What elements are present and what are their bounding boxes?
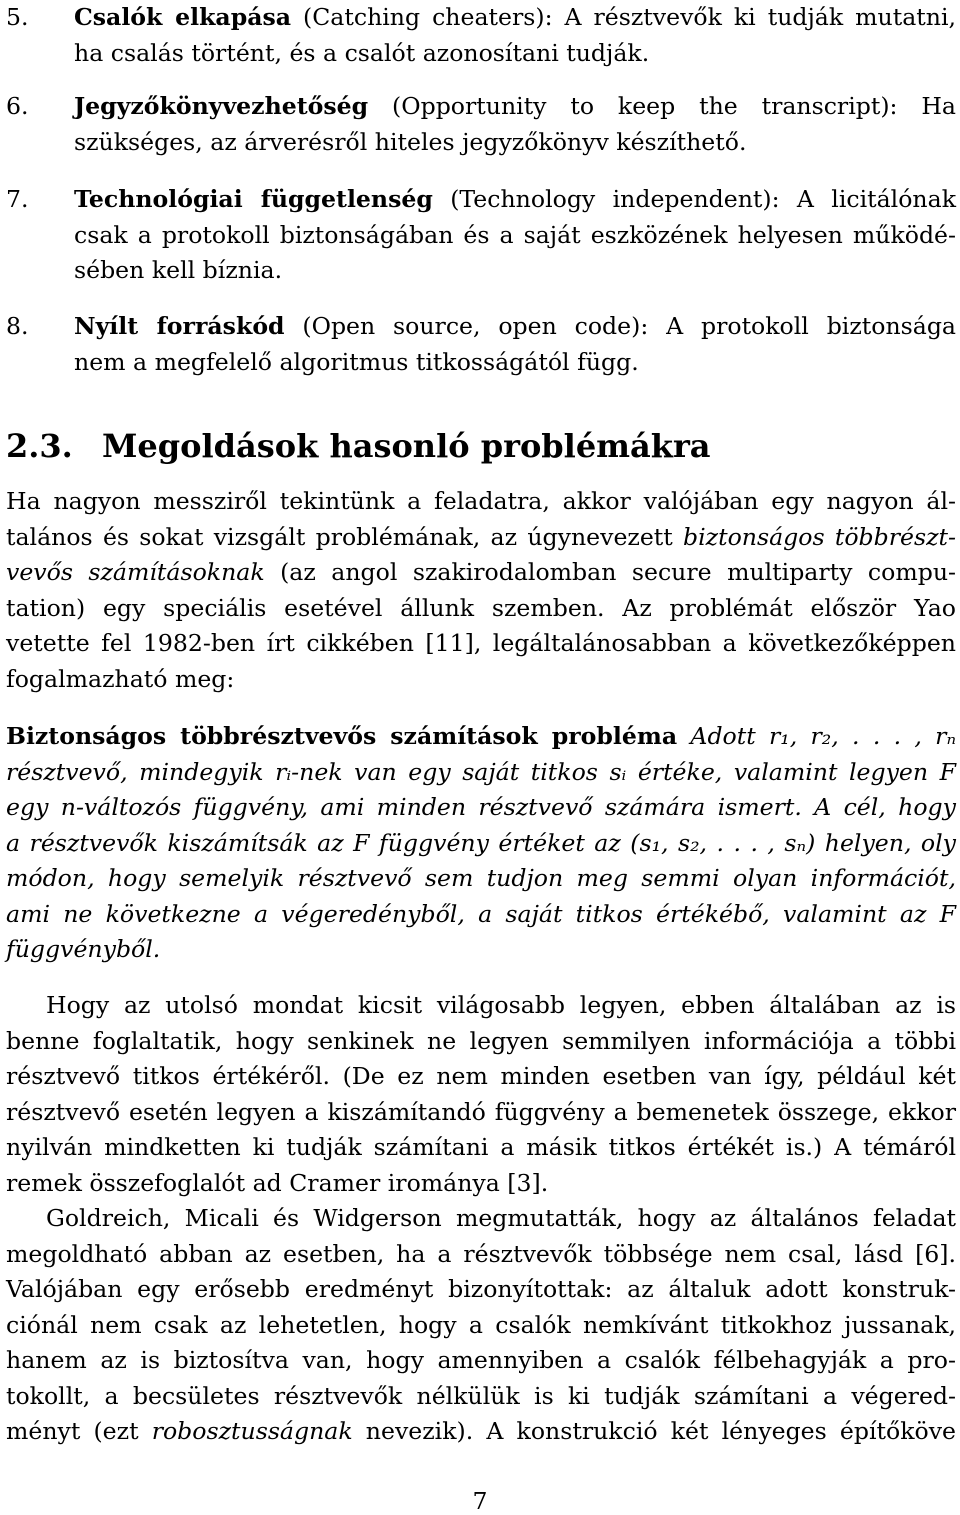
list-item-title: Technológiai függetlenség — [74, 185, 433, 213]
list-item-text: (Opportunity to keep the transcript): Ha — [368, 92, 956, 120]
list-item-text: (Technology independent): A licitálónak — [432, 185, 956, 213]
text-line: benne foglaltatik, hogy senkinek ne legyen semmilyen információja a többi — [6, 1026, 956, 1055]
text-line: tokollt, a becsületes résztvevők nélkülük is ki tudják számítani a végered- — [6, 1381, 956, 1410]
emphasis-term: robosztusságnak — [151, 1417, 353, 1445]
list-item-title: Csalók elkapása — [74, 3, 292, 31]
text-line: ciónál nem csak az lehetetlen, hogy a csalók nemkívánt titkokhoz jussanak, — [6, 1310, 956, 1339]
list-item-text: sében kell bíznia. — [74, 256, 283, 284]
list-item-text: szükséges, az árverésről hiteles jegyzőkönyv készíthető. — [74, 127, 747, 156]
text-line — [6, 520, 956, 556]
list-item-number: 5. — [6, 3, 29, 31]
definition-title: Biztonságos többrésztvevős számítások probléma — [6, 722, 678, 750]
definition-text: módon, hogy semelyik résztvevő sem tudjon meg semmi olyan információt, — [6, 864, 956, 892]
page-number: 7 — [472, 1487, 488, 1515]
emphasis-term: vevős számításoknak — [6, 558, 265, 586]
text-line: Hogy az utolsó mondat kicsit világosabb legyen, ebben általában az is — [46, 991, 956, 1019]
text-line — [6, 755, 956, 791]
emphasis-term: biztonságos többrészt- — [683, 522, 956, 551]
text-line — [6, 826, 956, 862]
text-line: nyilván mindketten ki tudják számítani a másik titkos értékét is.) A témáról — [6, 1133, 956, 1161]
definition-text: a résztvevők kiszámítsák az F függvény értéket az (s₁, s₂, . . . , sₙ) helyen, oly — [6, 828, 956, 857]
text-span: ményt (ezt — [6, 1417, 152, 1445]
list-item-number: 7. — [6, 185, 29, 213]
text-line: Valójában egy erősebb eredményt bizonyítottak: az általuk adott konstruk- — [6, 1275, 956, 1303]
text-span: (az angol szakirodalomban secure multiparty compu- — [264, 558, 956, 586]
text-line — [6, 897, 956, 933]
text-line — [6, 555, 956, 591]
definition-text: egy n-változós függvény, ami minden résztvevő számára ismert. A cél, hogy — [6, 793, 956, 821]
definition-text: ami ne következne a végeredényből, a saját titkos értékébő, valamint az F — [6, 899, 956, 928]
text-line — [6, 719, 956, 755]
text-line: megoldható abban az esetben, ha a résztvevők többsége nem csal, lásd [6]. — [6, 1239, 956, 1268]
list-item-title: Jegyzőkönyvezhetőség — [74, 92, 369, 120]
section-title: Megoldások hasonló problémákra — [102, 427, 711, 465]
text-line: remek összefoglalót ad Cramer irománya [3]. — [6, 1168, 549, 1197]
list-item — [6, 182, 956, 289]
text-span: talános és sokat vizsgált problémának, az úgynevezett — [6, 522, 684, 551]
text-line: tation) egy speciális esetével állunk szemben. Az problémát először Yao — [6, 593, 956, 622]
text-line: résztvevő titkos értékéről. (De ez nem minden esetben van így, például két — [6, 1062, 956, 1090]
list-item-title: Nyílt forráskód — [74, 312, 285, 340]
list-item — [6, 0, 956, 71]
definition-block — [6, 719, 956, 968]
section-heading — [6, 424, 711, 468]
text-line: Ha nagyon messziről tekintünk a feladatra, akkor valójában egy nagyon ál- — [6, 487, 956, 515]
list-item-text: (Open source, open code): A protokoll biztonsága — [284, 312, 956, 340]
list-item — [6, 309, 956, 380]
text-span: nevezik). A konstrukció két lényeges építőköve — [352, 1417, 956, 1445]
text-line — [6, 861, 956, 897]
definition-text: Adott r₁, r₂, . . . , rₙ — [690, 722, 957, 750]
intro-paragraph — [6, 484, 956, 697]
text-line: résztvevő esetén legyen a kiszámítandó függvény a bemenetek összege, ekkor — [6, 1097, 956, 1126]
paragraph — [6, 1201, 956, 1450]
list-item-text: ha csalás történt, és a csalót azonosítani tudják. — [74, 38, 650, 67]
definition-text: függvényből. — [6, 935, 161, 963]
list-item — [6, 89, 956, 160]
text-line — [6, 932, 956, 968]
list-item-number: 8. — [6, 312, 29, 340]
text-line — [6, 1414, 956, 1450]
text-line: hanem az is biztosítva van, hogy amennyiben a csalók félbehagyják a pro- — [6, 1346, 956, 1374]
list-item-text: csak a protokoll biztonságában és a saját eszközének helyesen működé- — [74, 220, 956, 249]
definition-text: résztvevő, mindegyik rᵢ-nek van egy saját titkos sᵢ értéke, valamint legyen F — [6, 757, 956, 786]
text-line: fogalmazható meg: — [6, 664, 235, 693]
text-line: vetette fel 1982-ben írt cikkében [11], legáltalánosabban a következőképpen — [6, 629, 956, 657]
list-item-text: (Catching cheaters): A résztvevők ki tudják mutatni, — [291, 3, 956, 31]
paragraph — [6, 988, 956, 1201]
list-item-number: 6. — [6, 92, 29, 120]
text-line — [6, 790, 956, 826]
section-number: 2.3. — [6, 427, 73, 465]
text-line: Goldreich, Micali és Widgerson megmutatták, hogy az általános feladat — [46, 1204, 956, 1232]
list-item-text: nem a megfelelő algoritmus titkosságától függ. — [74, 347, 639, 376]
